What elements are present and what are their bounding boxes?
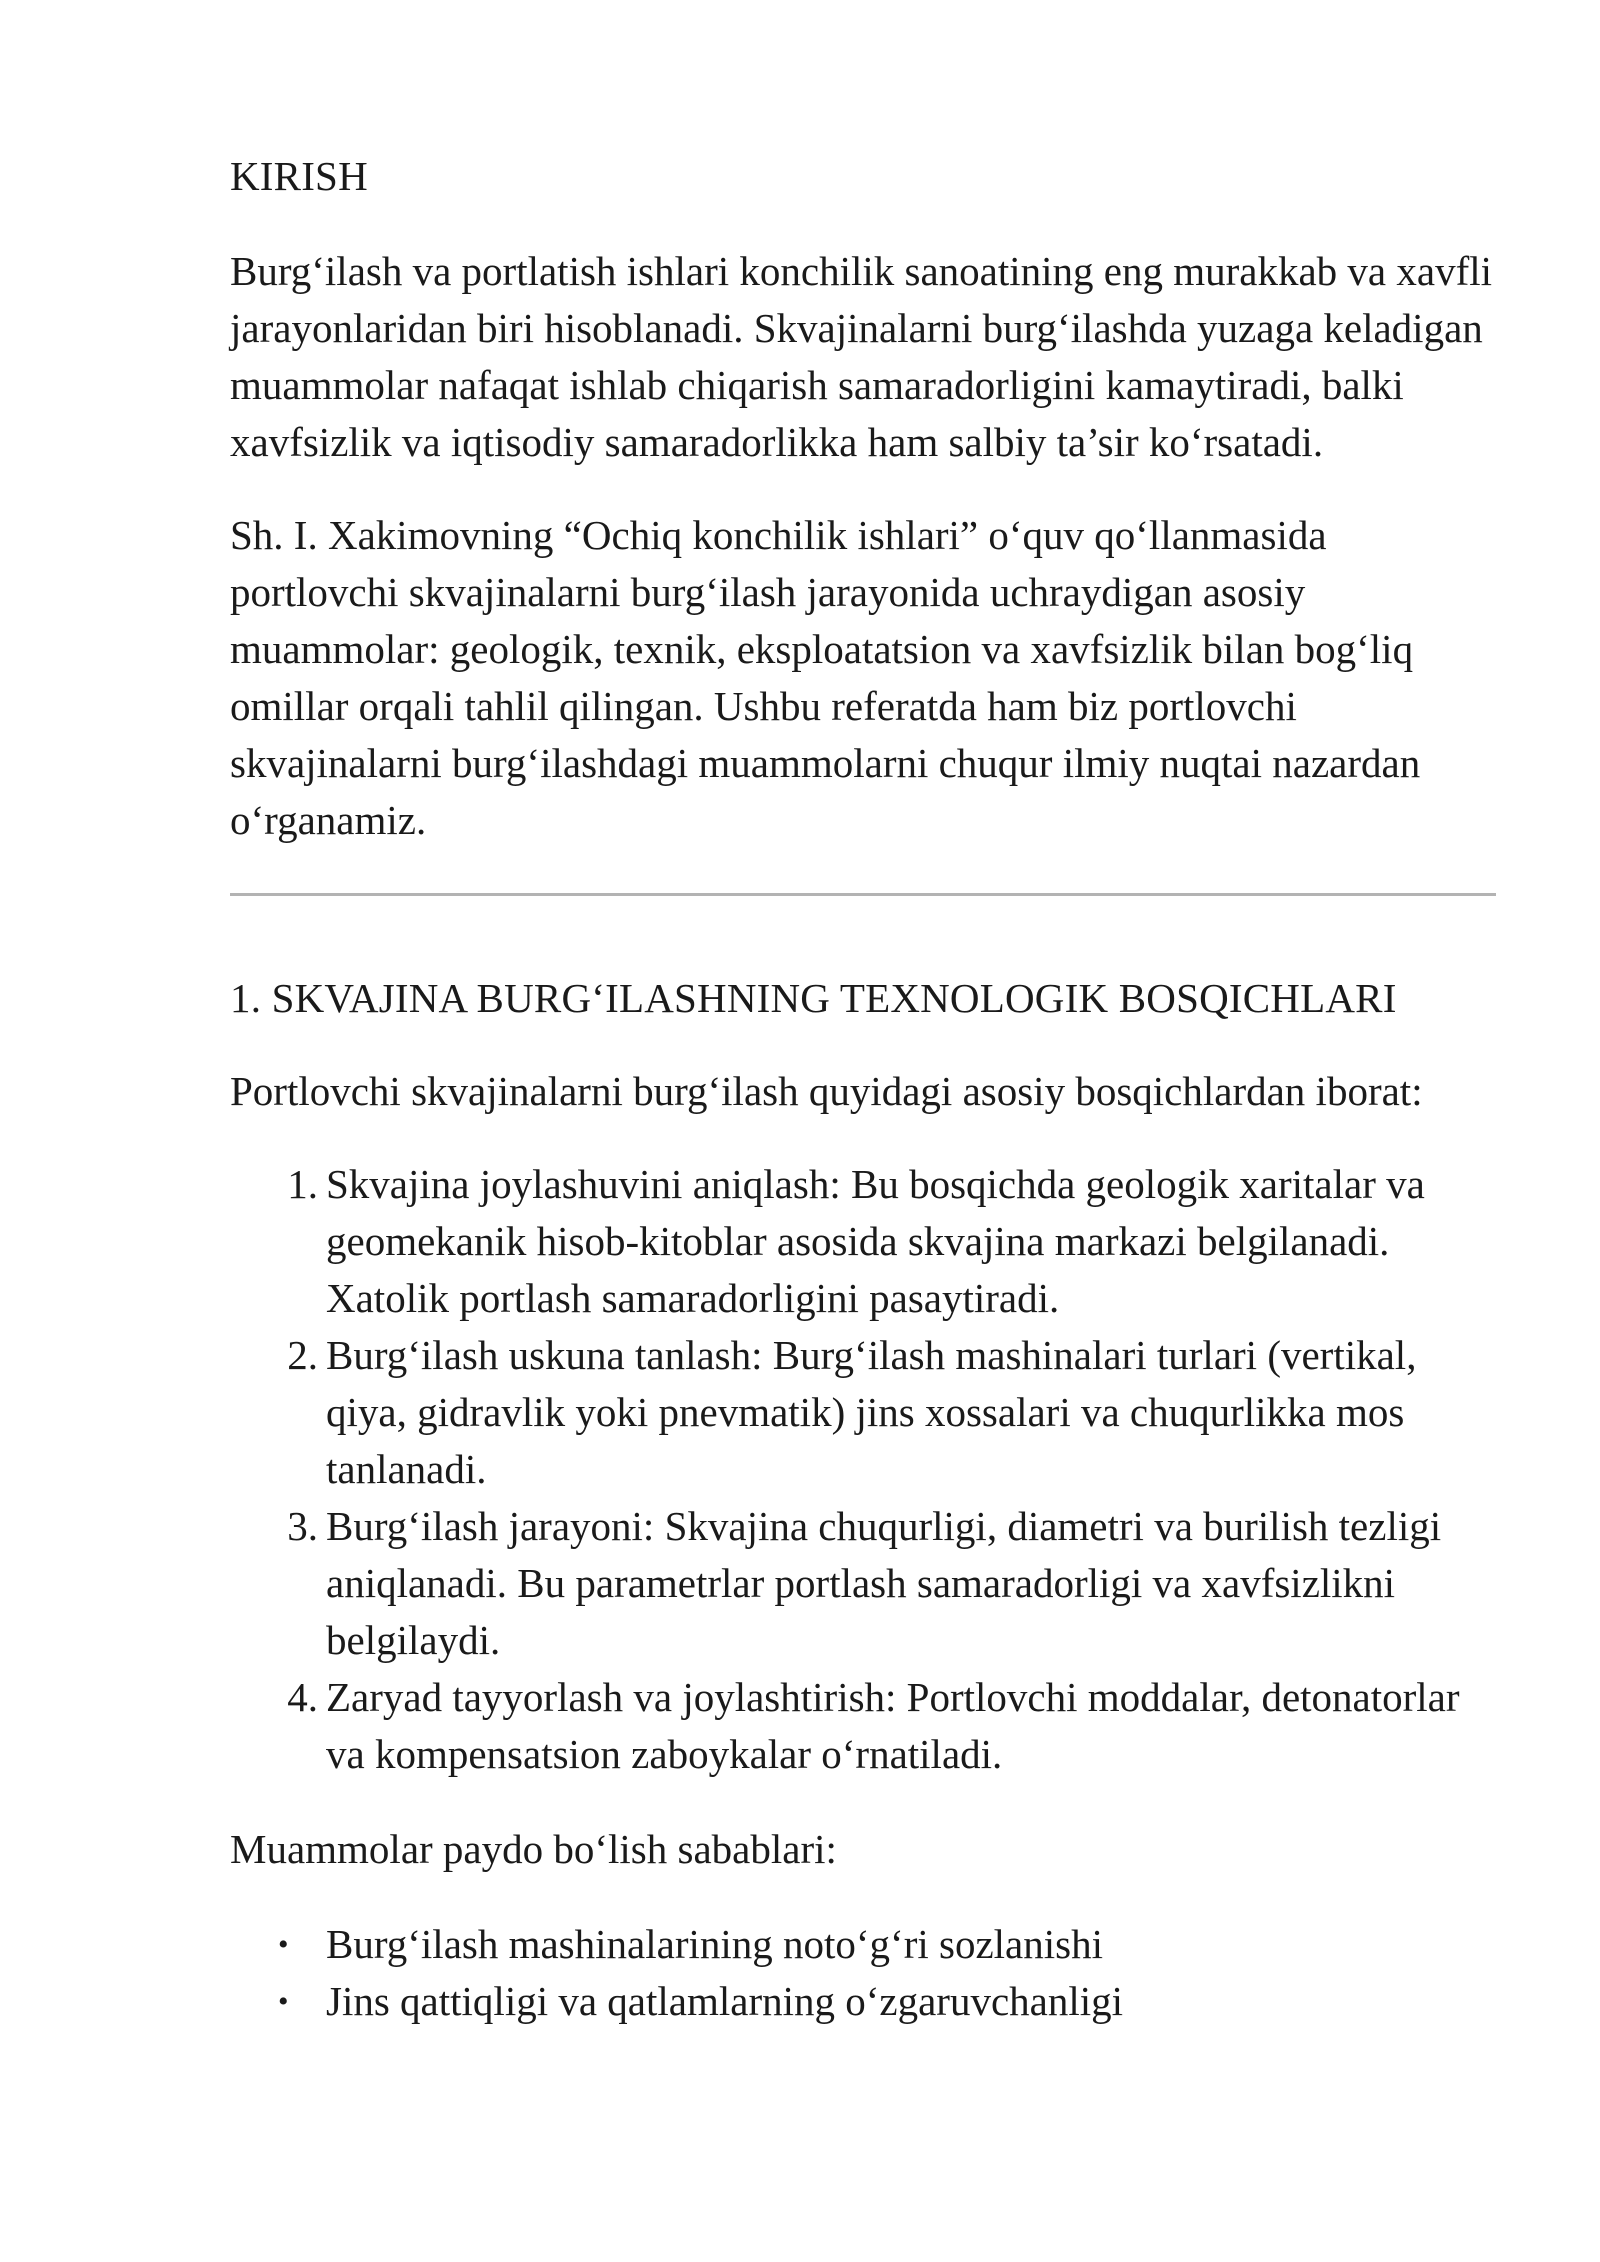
- list-item: [230, 1156, 1496, 1327]
- list-item-text: Burg‘ilash uskuna tanlash: Burg‘ilash mashinalari turlari (vertikal, qiya, gidravlik yoki pnevmatik) jins xossalari va chuqurlikka mos tanlanadi.: [326, 1332, 1417, 1493]
- intro-paragraph-1: Burg‘ilash va portlatish ishlari konchilik sanoatining eng murakkab va xavfli jarayonlaridan biri hisoblanadi. Skvajinalarni burg‘ilashda yuzaga keladigan muammolar nafaqat ishlab chiqarish samaradorligini kamaytiradi, balki xavfsizlik va iqtisodiy samaradorlikka ham salbiy ta’sir ko‘rsatadi.: [230, 248, 1493, 466]
- causes-list: [230, 1916, 1496, 2030]
- document-page: [230, 0, 1496, 2030]
- list-item-text: Jins qattiqligi va qatlamlarning o‘zgaruvchanligi: [326, 1978, 1124, 2025]
- intro-heading: KIRISH: [230, 153, 368, 199]
- list-item: [230, 1498, 1496, 1669]
- section-divider: [230, 893, 1496, 896]
- list-item: [230, 1669, 1496, 1783]
- bullet-icon: •: [278, 1928, 289, 1962]
- list-item: [230, 1973, 1496, 2030]
- list-item-number: 1.: [287, 1161, 318, 1208]
- list-item-text: Burg‘ilash jarayoni: Skvajina chuqurligi, diametri va burilish tezligi aniqlanadi. Bu parametrlar portlash samaradorligi va xavfsizlikni belgilaydi.: [326, 1503, 1442, 1664]
- list-item: [230, 1327, 1496, 1498]
- list-item-text: Skvajina joylashuvini aniqlash: Bu bosqichda geologik xaritalar va geomekanik hisob-kitoblar asosida skvajina markazi belgilanadi. Xatolik portlash samaradorligini pasaytiradi.: [326, 1161, 1425, 1322]
- section-1-lead: Portlovchi skvajinalarni burg‘ilash quyidagi asosiy bosqichlardan iborat:: [230, 1068, 1423, 1115]
- list-item: [230, 1916, 1496, 1973]
- list-item-text: Burg‘ilash mashinalarining noto‘g‘ri sozlanishi: [326, 1921, 1103, 1968]
- steps-list: [230, 1156, 1496, 1783]
- causes-label: Muammolar paydo bo‘lish sabablari:: [230, 1826, 837, 1873]
- list-item-number: 2.: [287, 1332, 318, 1379]
- list-item-text: Zaryad tayyorlash va joylashtirish: Portlovchi moddalar, detonatorlar va kompensatsion zaboykalar o‘rnatiladi.: [326, 1674, 1460, 1778]
- intro-paragraph-2: Sh. I. Xakimovning “Ochiq konchilik ishlari” o‘quv qo‘llanmasida portlovchi skvajinalarni burg‘ilash jarayonida uchraydigan asosiy muammolar: geologik, texnik, eksploatatsion va xavfsizlik bilan bog‘liq omillar orqali tahlil qilingan. Ushbu referatda ham biz portlovchi skvajinalarni burg‘ilashdagi muammolarni chuqur ilmiy nuqtai nazardan o‘rganamiz.: [230, 512, 1421, 844]
- list-item-number: 3.: [287, 1503, 318, 1550]
- list-item-number: 4.: [287, 1674, 318, 1721]
- section-1-heading: 1. SKVAJINA BURG‘ILASHNING TEXNOLOGIK BOSQICHLARI: [230, 975, 1397, 1022]
- bullet-icon: •: [278, 1985, 289, 2019]
